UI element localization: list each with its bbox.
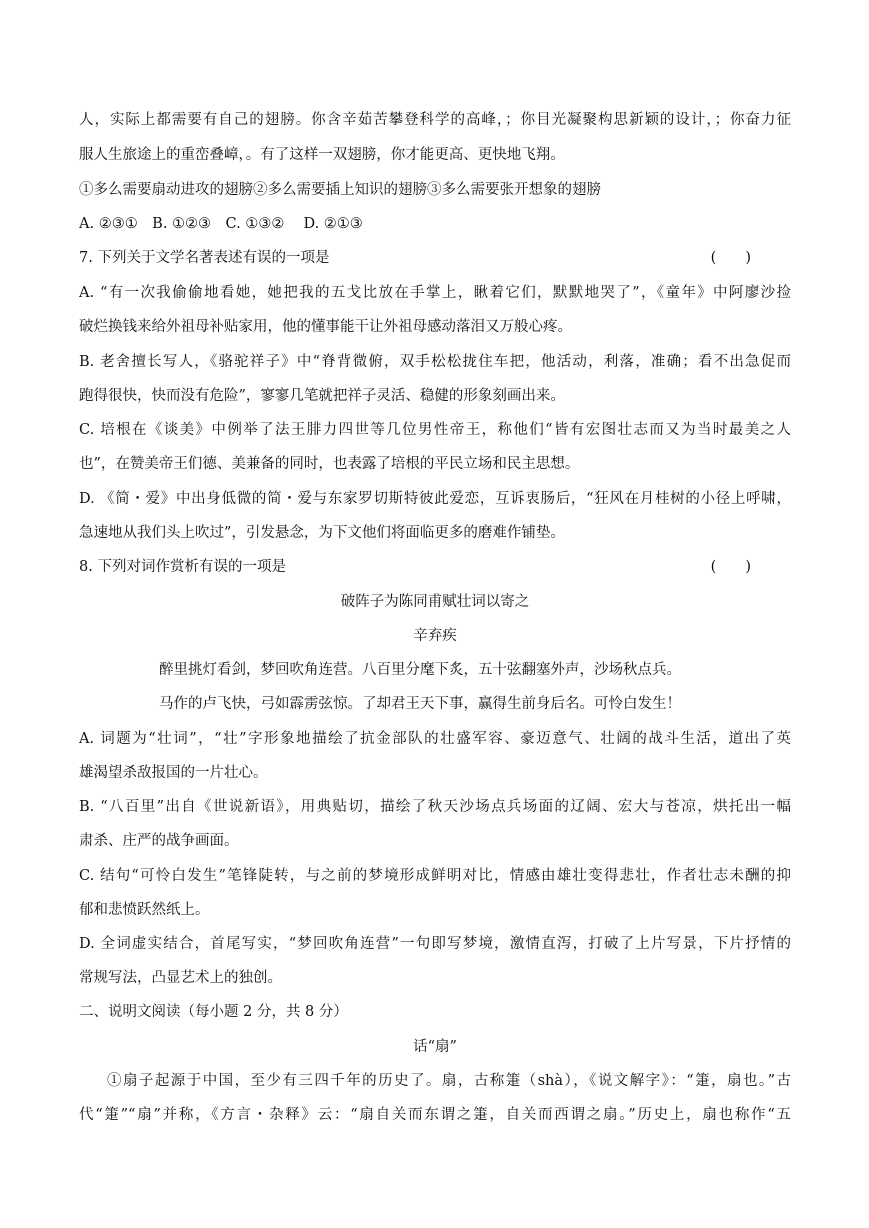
text-line: B. “八百里”出自《世说新语》，用典贴切，描绘了秋天沙场点兵场面的辽阔、宏大与苍凉，烘托出一幅 — [79, 799, 791, 815]
text-line: 跑得很快，快而没有危险”，寥寥几笔就把祥子灵活、稳健的形象刻画出来。 — [79, 388, 565, 404]
question-7-text: 7. 下列关于文学名著表述有误的一项是 — [79, 250, 330, 266]
text-line: 服人生旅途上的重峦叠嶂，。有了这样一双翅膀，你才能更高、更快地飞翔。 — [79, 147, 565, 163]
text-line: 代“箑”“扇”并称，《方言・杂释》云：“扇自关而东谓之箑，自关而西谓之扇。”历史上，扇也称作“五 — [79, 1107, 791, 1123]
poem-title: 破阵子为陈同甫赋壮词以寄之 — [340, 594, 530, 610]
text-line: 肃杀、庄严的战争画面。 — [79, 833, 239, 849]
text-line: D. 全词虚实结合，首尾写实，“梦回吹角连营”一句即写梦境，激情直泻，打破了上片写景，下片抒情的 — [79, 936, 791, 952]
answer-blank: ( ) — [710, 250, 751, 266]
text-line: C. 结句“可怜白发生”笔锋陡转，与之前的梦境形成鲜明对比，情感由雄壮变得悲壮，作者壮志未酬的抑 — [79, 868, 791, 884]
question-8-text: 8. 下列对词作赏析有误的一项是 — [79, 559, 286, 575]
text-line: 雄渴望杀敌报国的一片壮心。 — [79, 765, 268, 781]
article-title: 话“扇” — [413, 1039, 457, 1055]
question-8 — [79, 555, 791, 579]
text-line: 破烂换钱来给外祖母补贴家用，他的懂事能干让外祖母感动落泪又万般心疼。 — [79, 319, 572, 335]
poem-line: 醉里挑灯看剑，梦回吹角连营。八百里分麾下炙，五十弦翻塞外声，沙场秋点兵。 — [159, 662, 681, 678]
text-line: 人，实际上都需要有自己的翅膀。你含辛茹苦攀登科学的高峰，；你目光凝聚构思新颖的设计，；你奋力征 — [79, 112, 791, 128]
text-line: 常规写法，凸显艺术上的独创。 — [79, 970, 282, 986]
poem-line: 马作的卢飞快，弓如霹雳弦惊。了却君王天下事，赢得生前身后名。可怜白发生！ — [159, 696, 681, 712]
question-7 — [79, 246, 791, 270]
answer-options: A. ②③① B. ①②③ C. ①③② D. ②①③ — [79, 216, 363, 232]
text-line: 也”，在赞美帝王们德、美兼备的同时，也表露了培根的平民立场和民主思想。 — [79, 456, 580, 472]
text-line: C. 培根在《谈美》中例举了法王腓力四世等几位男性帝王，称他们“皆有宏图壮志而又为当时最美之人 — [79, 422, 791, 438]
text-line: 急速地从我们头上吹过”，引发悬念，为下文他们将面临更多的磨难作铺垫。 — [79, 525, 565, 541]
text-line: 郁和悲愤跃然纸上。 — [79, 902, 210, 918]
poem-author: 辛弃疾 — [413, 628, 457, 644]
text-line: A. “有一次我偷偷地看她，她把我的五戈比放在手掌上，瞅着它们，默默地哭了”，《童年》中阿廖沙捡 — [79, 285, 791, 301]
text-line: A. 词题为“壮词”，“壮”字形象地描绘了抗金部队的壮盛军容、豪迈意气、壮阔的战斗生活，道出了英 — [79, 731, 791, 747]
text-line: ①多么需要扇动进攻的翅膀②多么需要插上知识的翅膀③多么需要张开想象的翅膀 — [79, 182, 601, 198]
text-line: ①扇子起源于中国，至少有三四千年的历史了。扇，古称箑（shà），《说文解字》：“箑，扇也。”古 — [107, 1073, 791, 1089]
text-line: B. 老舍擅长写人，《骆驼祥子》中“脊背微俯，双手松松拢住车把，他活动，利落，准确；看不出急促而 — [79, 354, 791, 370]
section-heading: 二、说明文阅读（每小题 2 分，共 8 分） — [79, 1004, 348, 1020]
answer-blank: ( ) — [710, 559, 751, 575]
text-line: D. 《简・爱》中出身低微的简・爱与东家罗切斯特彼此爱恋，互诉衷肠后，“狂风在月桂树的小径上呼啸， — [79, 491, 791, 507]
